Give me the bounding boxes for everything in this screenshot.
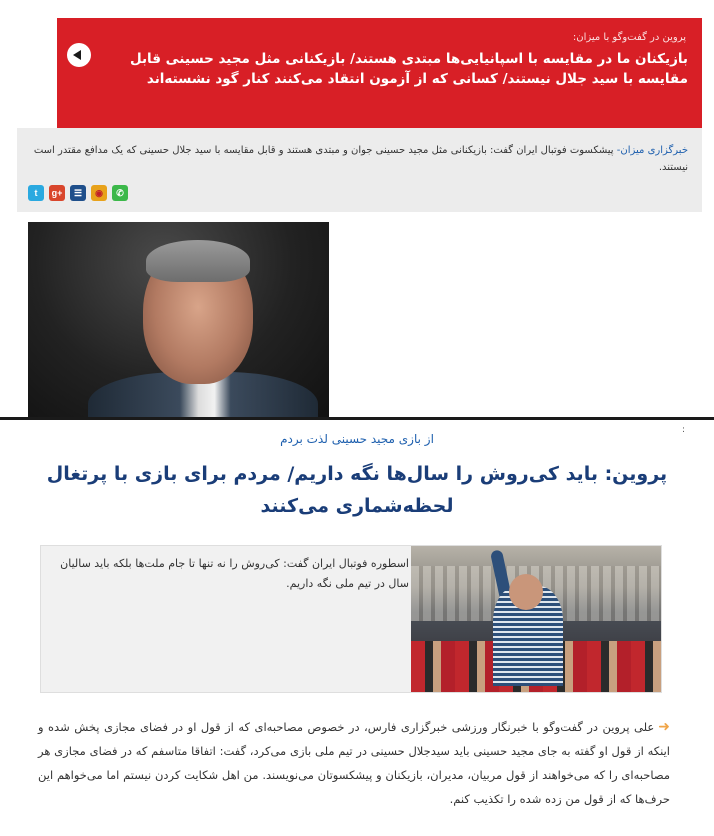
agency-link[interactable]: خبرگزاری میزان- [616,145,688,156]
facenama-icon[interactable]: ◉ [91,185,107,201]
news-banner[interactable] [57,18,702,128]
article-headline: پروین: باید کی‌روش را سال‌ها نگه داریم/ مردم برای بازی با پرتغال لحظه‌شماری می‌کنند [46,463,668,517]
article-body [38,715,670,811]
share-bar [28,185,128,201]
play-icon[interactable] [67,43,91,67]
google-plus-icon[interactable]: g+ [49,185,65,201]
twitter-icon[interactable]: t [28,185,44,201]
news-photo [28,222,329,418]
article-lead: اسطوره فوتبال ایران گفت: کی‌روش را نه تنها تا جام ملت‌ها بلکه باید سالیان سال در تیم ملی نگه داریم. [60,557,409,590]
cloob-icon[interactable]: ☰ [70,185,86,201]
news-kicker: پروین در گفت‌وگو با میزان: [572,32,686,43]
section-divider [0,417,714,420]
bullet-arrow-icon: ➜ [658,719,670,735]
article-photo [411,546,661,692]
corner-mark: : [682,425,686,435]
article-body-text: علی پروین در گفت‌وگو با خبرنگار ورزشی خبرگزاری فارس، در خصوص مصاحبه‌ای که از قول او در فضای مجازی پخش شده و اینکه از قول او گفته به جای مجید حسینی باید سیدجلال حسینی در تیم ملی بازی می‌کرد، گفت: اتفاقا متاسفم که در فضای مجازی هر مصاحبه‌ای را که می‌خواهند از قول مربیان، مدیران، بازیکنان و پیشکسوتان می‌نویسند. من اهل شکایت کردن نیستم اما می‌خواهم این حرف‌ها که از قول من زده شده را تکذیب کنم. [38,720,670,806]
news-summary: پیشکسوت فوتبال ایران گفت: بازیکنانی مثل مجید حسینی جوان و مبتدی هستند و قابل مقایسه با سید جلال حسینی که یک مدافع مقتدر است نیستند. [33,145,688,173]
news-title[interactable]: بازیکنان ما در مقایسه با اسپانیایی‌ها مبتدی هستند/ بازیکنانی مثل مجید حسینی قابل مقایسه با سید جلال نیستند/ کسانی که از آزمون انتقاد می‌کنند کنار گود نشسته‌اند [129,51,688,87]
lead-box [40,545,662,693]
whatsapp-icon[interactable]: ✆ [112,185,128,201]
article-kicker: از بازی مجید حسینی لذت بردم [280,432,434,446]
